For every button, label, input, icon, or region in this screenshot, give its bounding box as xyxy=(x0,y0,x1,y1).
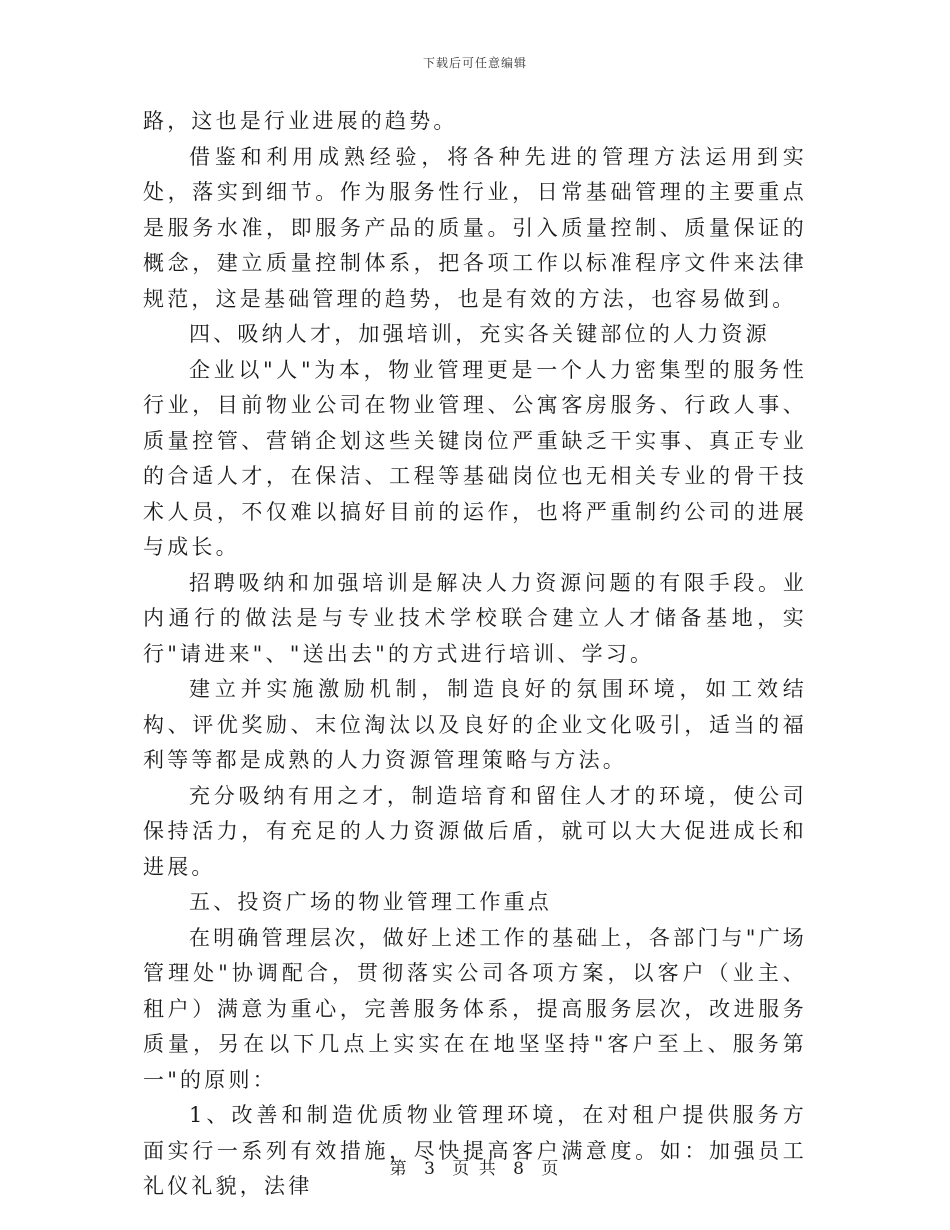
footer-middle: 页 共 xyxy=(452,1159,498,1179)
paragraph: 充分吸纳有用之才，制造培育和留住人才的环境，使公司保持活力，有充足的人力资源做后盾，就可以大大促进成长和进展。 xyxy=(143,783,807,879)
total-pages-number: 8 xyxy=(513,1159,526,1179)
page-header: 下载后可任意编辑 xyxy=(422,56,527,70)
current-page-number: 3 xyxy=(424,1159,437,1179)
paragraph: 建立并实施激励机制，制造良好的氛围环境，如工效结构、评优奖励、末位淘汰以及良好的企业文化吸引，适当的福利等等都是成熟的人力资源管理策略与方法。 xyxy=(143,677,807,772)
section-heading: 五、投资广场的物业管理工作重点 xyxy=(189,890,552,914)
paragraph: 借鉴和利用成熟经验，将各种先进的管理方法运用到实处，落实到细节。作为服务性行业，日常基础管理的主要重点是服务水准，即服务产品的质量。引入质量控制、质量保证的概念，建立质量控制体系，把各项工作以标准程序文件来法律规范，这是基础管理的趋势，也是有效的方法，也容易做到。 xyxy=(143,144,807,311)
footer-suffix: 页 xyxy=(541,1159,561,1179)
section-heading: 四、吸纳人才，加强培训，充实各关键部位的人力资源 xyxy=(189,322,770,346)
paragraph: 在明确管理层次，做好上述工作的基础上，各部门与"广场管理处"协调配合，贯彻落实公司各项方案，以客户（业主、租户）满意为重心，完善服务体系，提高服务层次，改进服务质量，另在以下几点上实实在在地坚坚持"客户至上、服务第一"的原则： xyxy=(143,925,807,1092)
paragraph: 路，这也是行业进展的趋势。 xyxy=(143,109,458,133)
paragraph: 1、改善和制造优质物业管理环境，在对租户提供服务方面实行一系列有效措施，尽快提高客户满意度。如：加强员工礼仪礼貌，法律 xyxy=(143,1103,807,1198)
paragraph: 企业以"人"为本，物业管理更是一个人力密集型的服务性行业，目前物业公司在物业管理、公寓客房服务、行政人事、质量控管、营销企划这些关键岗位严重缺乏干实事、真正专业的合适人才，在保洁、工程等基础岗位也无相关专业的骨干技术人员，不仅难以搞好目前的运作，也将严重制约公司的进展与成长。 xyxy=(143,357,807,559)
footer-prefix: 第 xyxy=(389,1159,409,1179)
paragraph: 招聘吸纳和加强培训是解决人力资源问题的有限手段。业内通行的做法是与专业技术学校联合建立人才储备基地，实行"请进来"、"送出去"的方式进行培训、学习。 xyxy=(143,570,807,666)
document-body xyxy=(143,104,807,1205)
page-number-footer xyxy=(0,1154,950,1179)
